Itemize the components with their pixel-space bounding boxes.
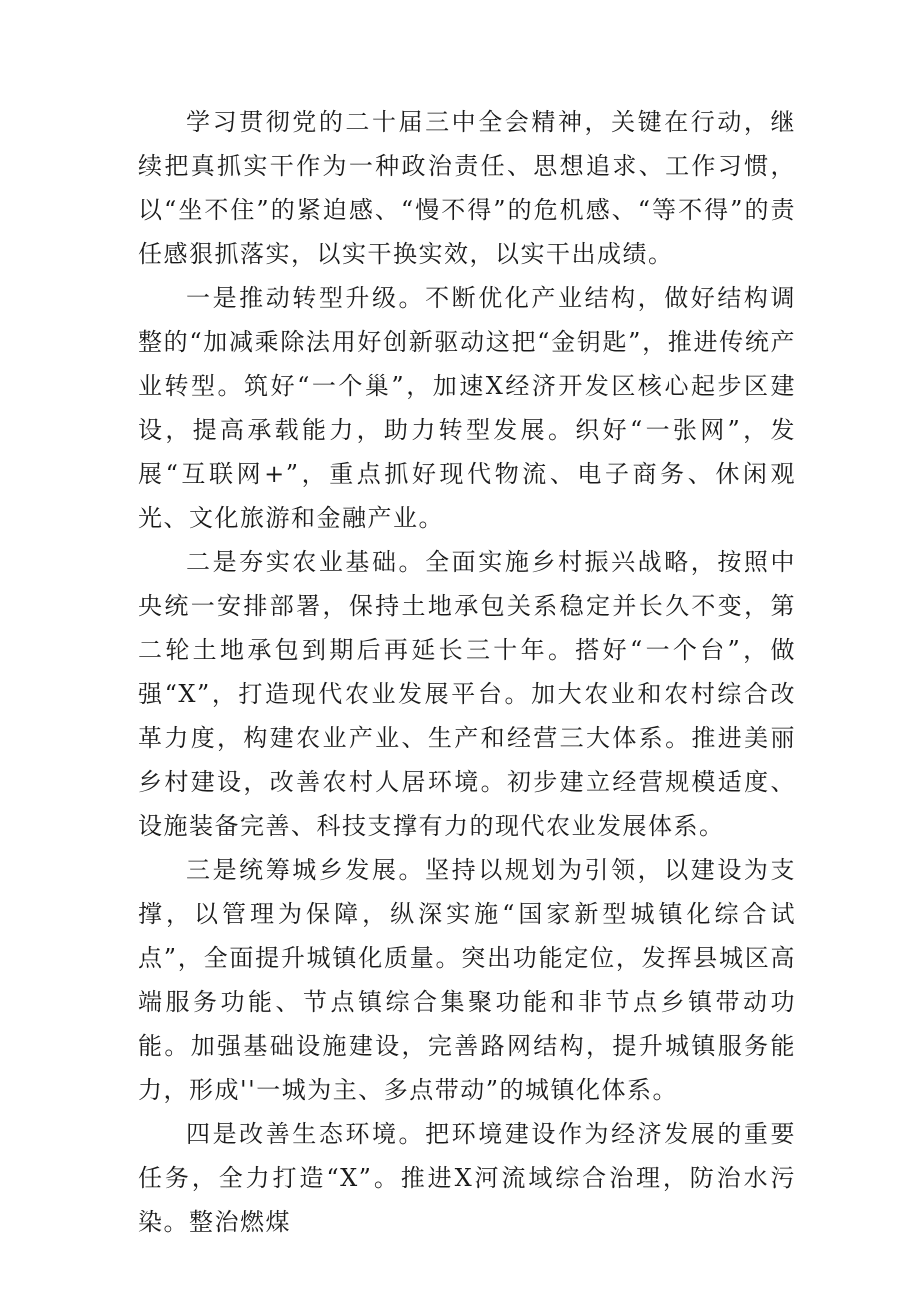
paragraph-agriculture: 二是夯实农业基础。全面实施乡村振兴战略，按照中央统一安排部署，保持土地承包关系稳定并长久不变，第二轮土地承包到期后再延长三十年。搭好“一个台”，做强“X”，打造现代农业发展平台。加大农业和农村综合改革力度，构建农业产业、生产和经营三大体系。推进美丽乡村建设，改善农村人居环境。初步建立经营规模适度、设施装备完善、科技支撑有力的现代农业发展体系。 [138, 548, 796, 840]
paragraph-urban-rural: 三是统筹城乡发展。坚持以规划为引领，以建设为支撑，以管理为保障，纵深实施“国家新型城镇化综合试点”，全面提升城镇化质量。突出功能定位，发挥县城区高端服务功能、节点镇综合集聚功能和非节点乡镇带动功能。加强基础设施建设，完善路网结构，提升城镇服务能力，形成''一城为主、多点带动”的城镇化体系。 [138, 856, 796, 1104]
paragraph-intro: 学习贯彻党的二十届三中全会精神，关键在行动，继续把真抓实干作为一种政治责任、思想追求、工作习惯，以“坐不住”的紧迫感、“慢不得”的危机感、“等不得”的责任感狠抓落实，以实干换实效，以实干出成绩。 [138, 108, 796, 268]
paragraph-transformation: 一是推动转型升级。不断优化产业结构，做好结构调整的“加减乘除法用好创新驱动这把“金钥匙”，推进传统产业转型。筑好“一个巢”，加速X经济开发区核心起步区建设，提高承载能力，助力转型发展。织好“一张网”，发展“互联网+”，重点抓好现代物流、电子商务、休闲观光、文化旅游和金融产业。 [138, 284, 796, 532]
paragraph-ecology: 四是改善生态环境。把环境建设作为经济发展的重要任务，全力打造“X”。推进X河流域综合治理，防治水污染。整治燃煤 [138, 1120, 796, 1236]
document-body [138, 100, 796, 1244]
